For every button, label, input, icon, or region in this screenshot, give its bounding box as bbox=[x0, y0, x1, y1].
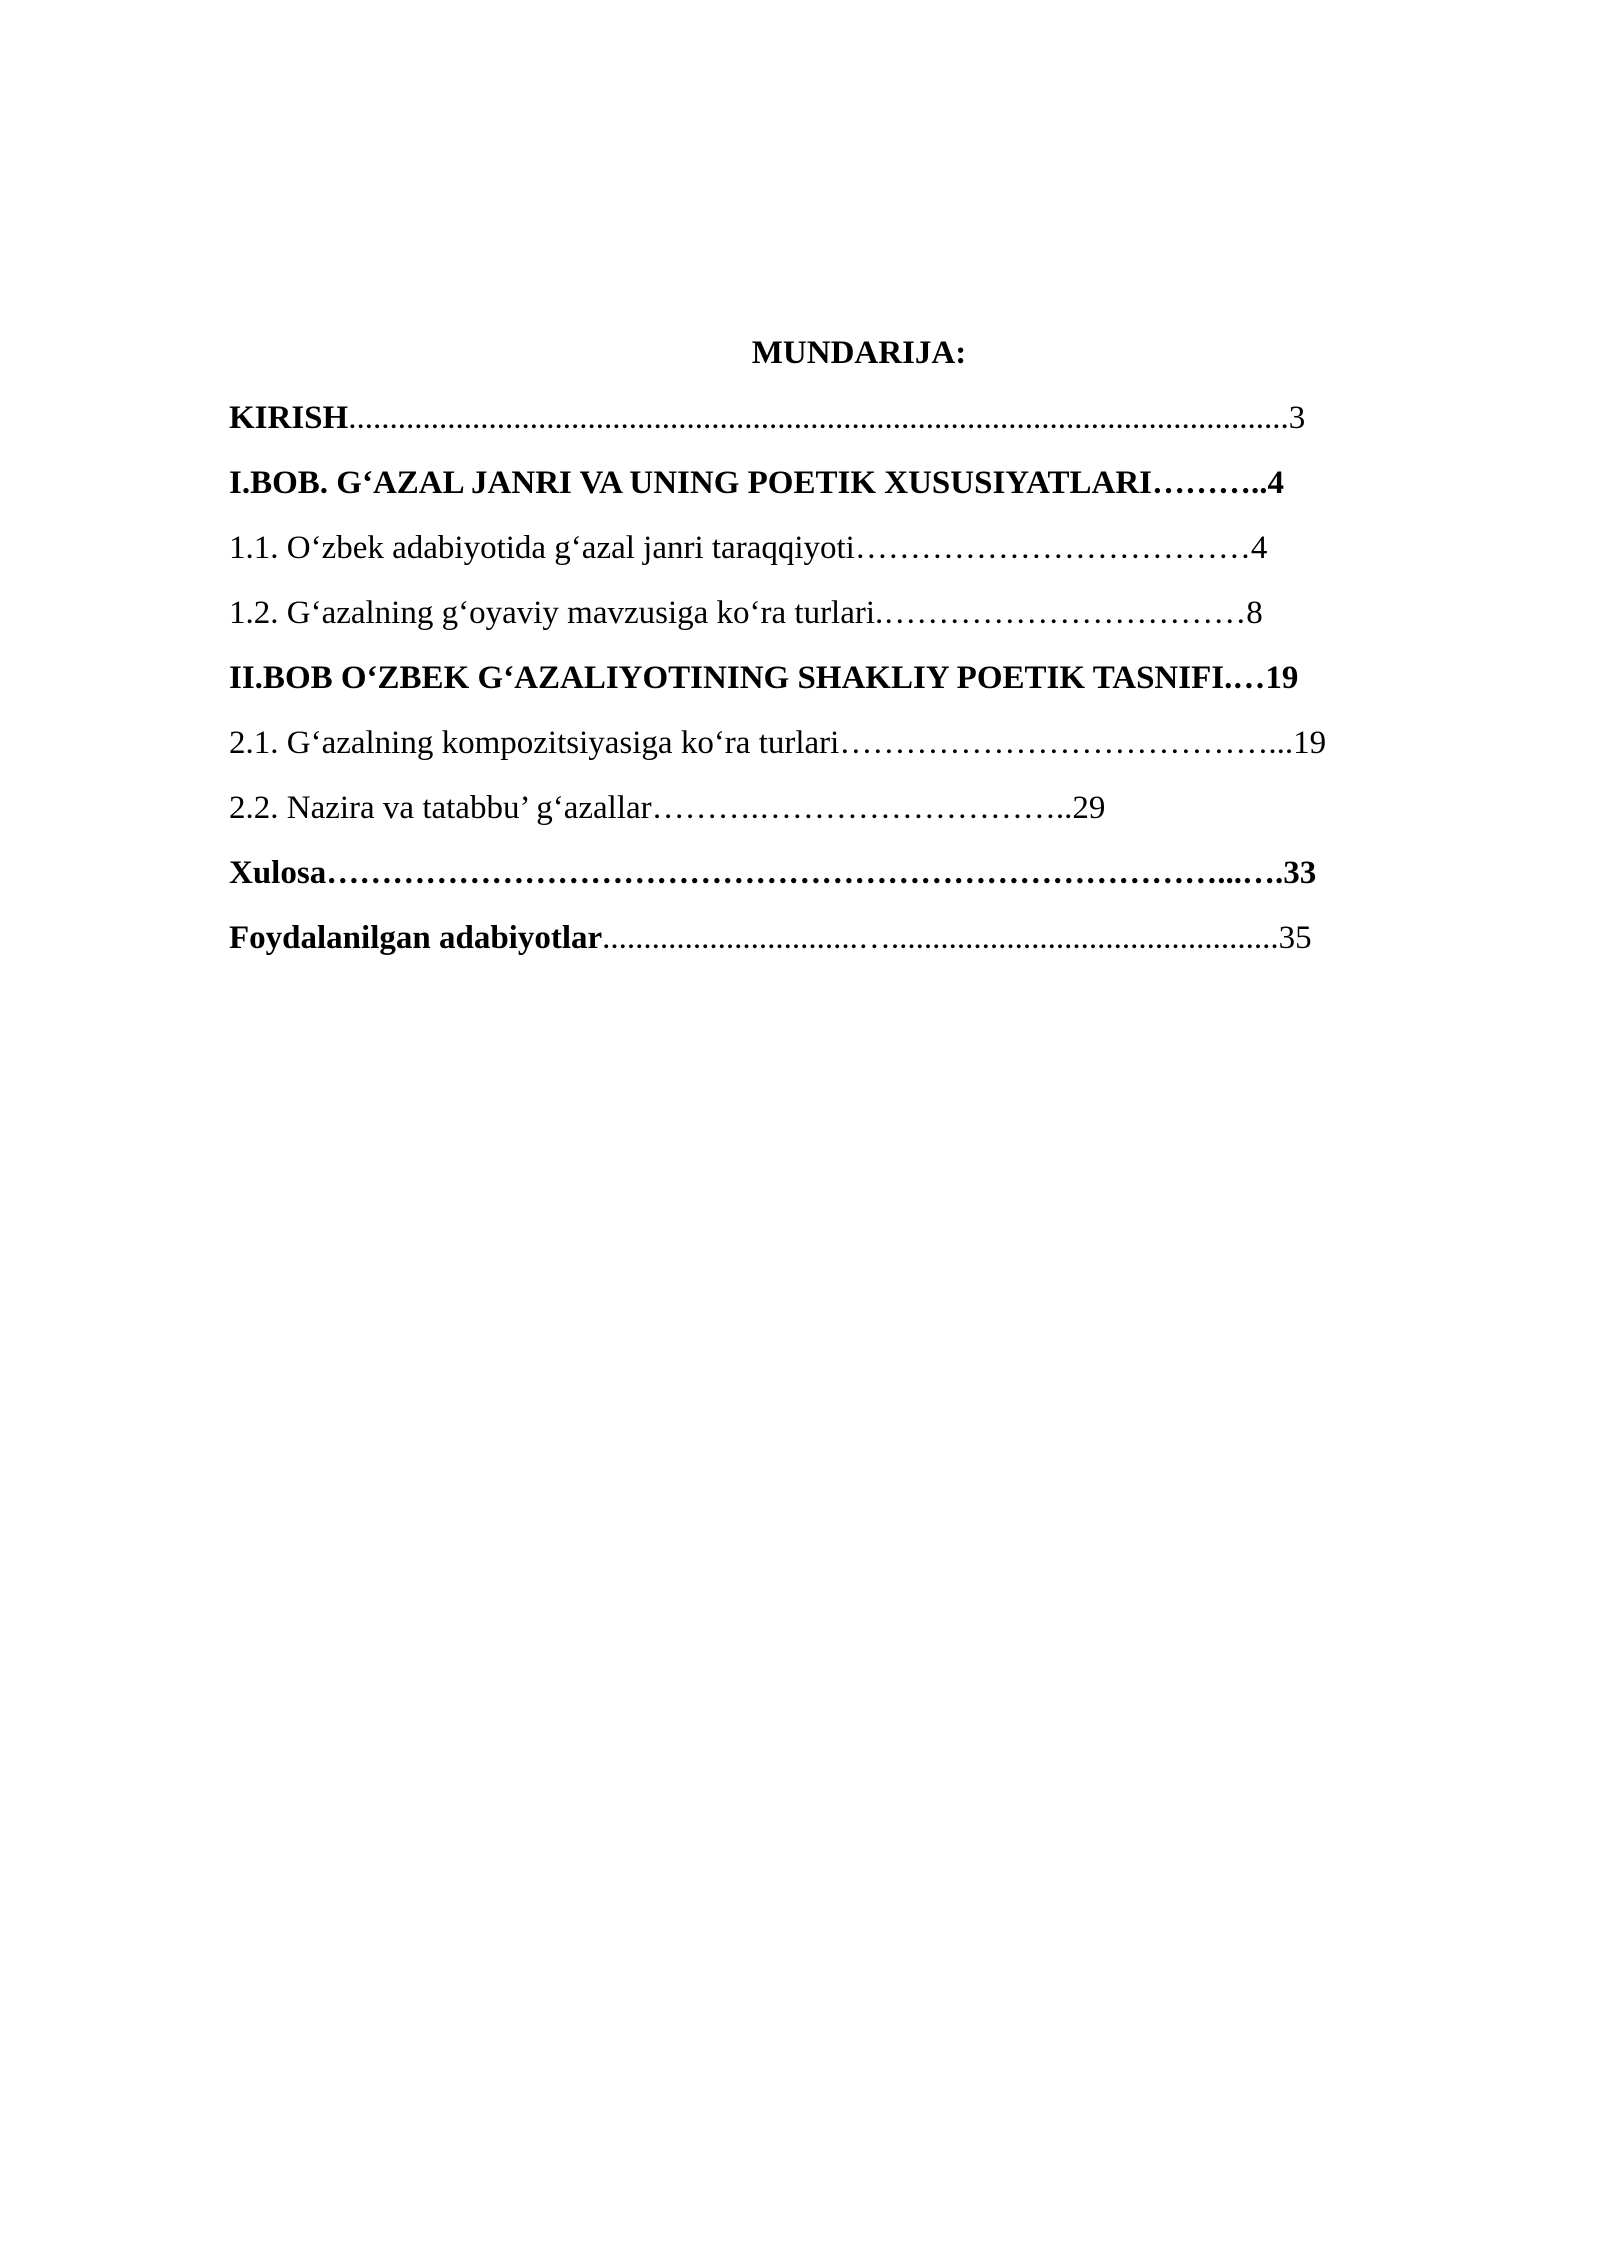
toc-entry-xulosa bbox=[229, 841, 1489, 906]
toc-title: MUNDARIJA: bbox=[751, 335, 967, 371]
toc-entry-label: Xulosa………………………………………………………………………...….33 bbox=[229, 855, 1317, 891]
toc-entry-label: KIRISH bbox=[229, 400, 349, 436]
toc-entry-label: II.BOB O‘ZBEK G‘AZALIYOTINING SHAKLIY POETIK TASNIFI.…19 bbox=[229, 660, 1299, 696]
toc-entry-chapter-2 bbox=[229, 646, 1489, 711]
document-page bbox=[229, 320, 1489, 971]
toc-entry-section-1-2 bbox=[229, 581, 1489, 646]
toc-entry-label: 1.2. G‘azalning g‘oyaviy mavzusiga ko‘ra turlari.……………………………8 bbox=[229, 595, 1263, 631]
toc-entry-chapter-1 bbox=[229, 451, 1489, 516]
toc-entry-leader-page: ...............................…...............................................35 bbox=[602, 920, 1312, 956]
toc-entry-bibliography bbox=[229, 906, 1489, 971]
toc-entry-label: 2.1. G‘azalning kompozitsiyasiga ko‘ra turlari…………………………………...19 bbox=[229, 725, 1327, 761]
toc-entry-section-2-1 bbox=[229, 711, 1489, 776]
toc-entry-label: 1.1. O‘zbek adabiyotida g‘azal janri taraqqiyoti………………………………4 bbox=[229, 530, 1268, 566]
toc-entry-section-1-1 bbox=[229, 516, 1489, 581]
toc-entry-label: I.BOB. G‘AZAL JANRI VA UNING POETIK XUSUSIYATLARI………..4 bbox=[229, 465, 1285, 501]
toc-entry-kirish bbox=[229, 386, 1489, 451]
toc-entry-label: 2.2. Nazira va tatabbu’ g‘azallar……….………………………..29 bbox=[229, 790, 1106, 826]
toc-entry-section-2-2 bbox=[229, 776, 1489, 841]
toc-entry-leader-page: ..................................................................................................................3 bbox=[348, 400, 1306, 436]
toc-entry-label: Foydalanilgan adabiyotlar bbox=[229, 920, 603, 956]
